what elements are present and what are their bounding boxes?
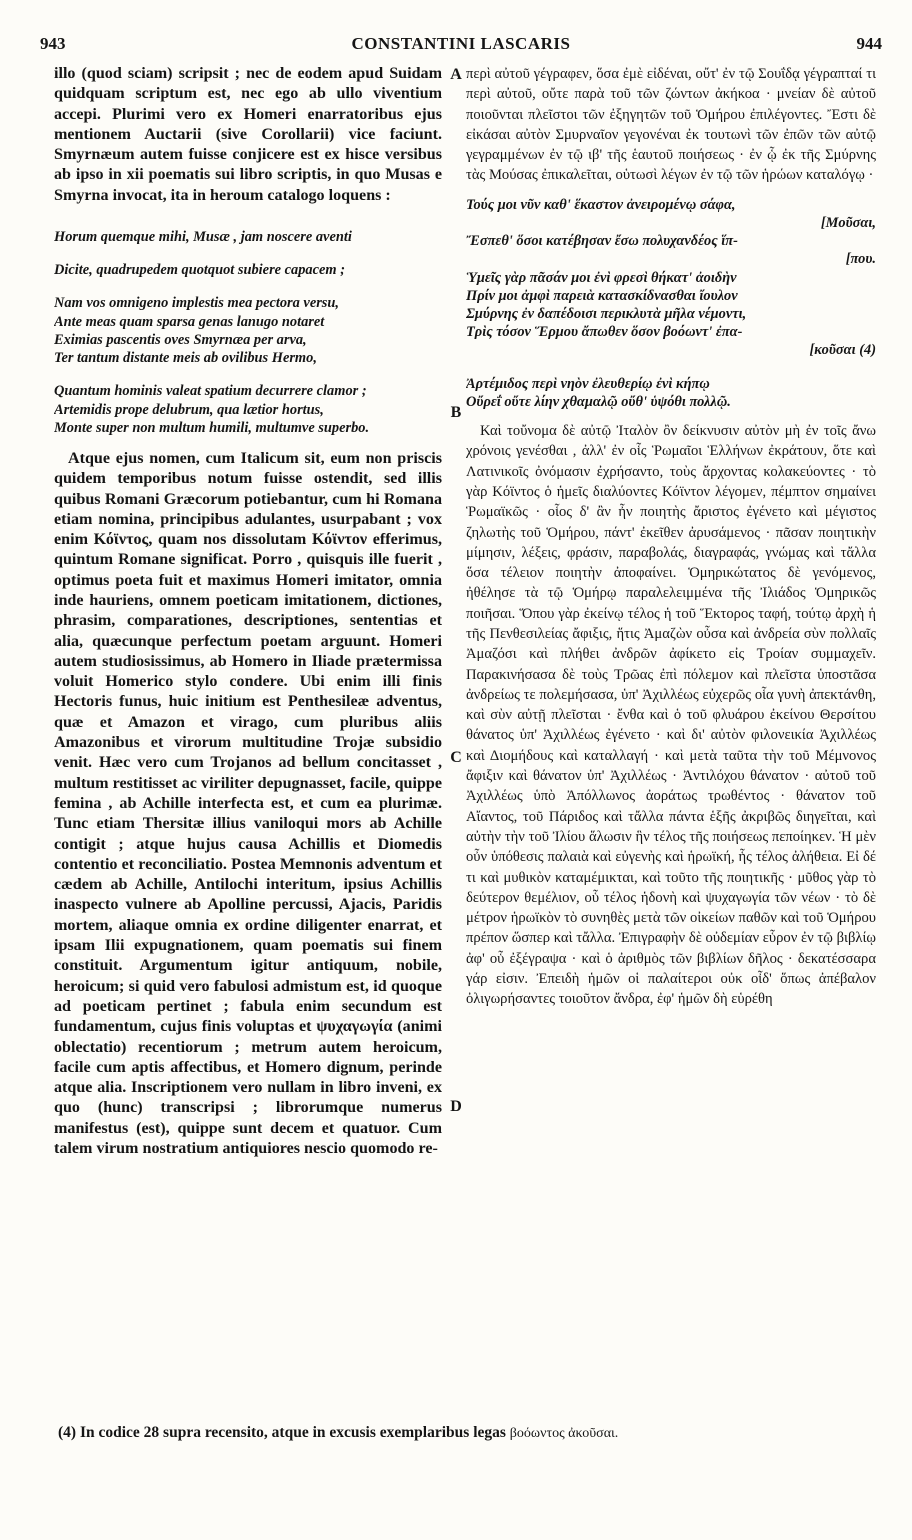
section-marker-b: B xyxy=(450,404,462,421)
greek-verse-line: Ἀρτέμιδος περὶ νηὸν ἐλευθερίῳ ἐνὶ κήπῳ xyxy=(466,375,710,392)
greek-verse-line: Τρὶς τόσον Ἕρμου ἄπωθεν ὅσον βοόωντ' ἐπα- xyxy=(466,324,743,341)
latin-verse-line: Ante meas quam sparsa genas lanugo notaret xyxy=(54,313,325,330)
greek-intro-paragraph: περὶ αὐτοῦ γέγραφεν, ὅσα ἐμὲ εἰδέναι, οὔτ' ἐν τῷ Σουΐδᾳ γέγραπταί τι περὶ αὐτοῦ, οὔτε παρὰ τοῦ τῶν ζώντων ἀκήκοα · μνείαν δὲ αὐτοῦ ποιοῦνται πλεῖστοι τῶν ἐξηγητῶν τοῦ Ὁμήρου ἐπιλέγοντες. Ἔστι δὲ εἰκάσαι αὐτὸν Σμυρναῖον γεγονέναι ἐκ τουτωνὶ τῶν ἐπῶν τῶν αὐτῷ γεγραμμένων ἐν τῷ ιβ' τῆς ἑαυτοῦ ποιήσεως · ἐν ᾧ ἐκ τῆς Σμύρνης τὰς Μούσας ἐπικαλεῖται, οὑτωσὶ λέγων ἐν τῷ τῶν ἡρώων καταλόγῳ · xyxy=(466,66,876,184)
greek-verse-line: Σμύρνης ἐν δαπέδοισι περικλυτὰ μῆλα νέμοντι, xyxy=(466,306,747,322)
greek-verse-line: Τούς μοι νῦν καθ' ἕκαστον ἀνειρομένῳ σάφα, xyxy=(466,196,736,213)
latin-verse-line: Monte super non multum humili, multumve superbo. xyxy=(54,419,370,436)
latin-body-paragraph: Atque ejus nomen, cum Italicum sit, eum non priscis quidem temporibus notum fuisse ostendit, sed illis quibus Romani Græcorum potiebantur, cum hi Romana etiam nomina, principibus adulantes, usurpabant ; vox enim Κόϊντος, quam nos dissolutam Κόϊντον efferimus, quintum Romane significat. Porro , quisquis ille fuerit , optimus poeta fuit et maximus Homeri imitator, omnia inde hauriens, omnem poeticam imitationem, dictiones, phrasim, comparationes, descriptiones, sententias et alia, quæcunque perfectum poetam arguunt. Homeri autem studiosissimus, ab Homero in Iliade prætermissa voluit Homerico stylo condere. Ubi enim illi finis Hectoris funus, huic initium est Penthesileæ adventus, quæ et Amazon et virago, cum pluribus aliis Amazonibus et virorum multitudine Trojæ subsidio venit. Hæc vero cum Trojanos ad bellum concitasset , multum restitisset ac viriliter depugnasset, facile, quippe femina , ab Achille interfecta est, et cum ea plurimæ. Tunc etiam Thersitæ illius vaniloqui mors ab Achille contigit ; atque hujus causa Achillis et Diomedis contentio et reconciliatio. Postea Memnonis adventum et cædem ab Achille, Antilochi interitum, ipsius Achillis inaspecto vulnere ab Apolline percussi, Ajacis, Paridis mortem, aliaque omnia ex ordine diligenter enarrat, et ipsam Ilii expugnationem, quam poematis sui finem constituit. Argumentum igitur antiquum, nobile, heroicum; si quid vero fabulosi admistum est, id quoque ad poeticam pertinet ; fabula enim secundum est fundamentum, cujus finis voluptas et ψυχαγωγία (animi oblectatio) recentiorum ; metrum autem heroicum, facile cum aptis affectibus, et Homero dignum, perinde atque alia. Inscriptionem vero nullam in libro inveni, ex quo (hunc) transcripsi ; librorumque numerus manifestus (est), quippe sunt decem et quatuor. Cum talem virum nostratium antiquiores nescio quomodo re- xyxy=(54,449,442,1157)
latin-verse-line: Ter tantum distante meis ab ovilibus Hermo, xyxy=(54,350,317,367)
greek-verse-block xyxy=(466,196,876,411)
latin-verse-line: Horum quemque mihi, Musæ , jam noscere aventi xyxy=(54,229,352,246)
greek-verse-line: [κοῦσαι (4) xyxy=(809,342,876,359)
running-header xyxy=(40,34,882,58)
page-number-left: 943 xyxy=(40,34,66,53)
footnote xyxy=(58,1424,878,1442)
greek-column xyxy=(466,64,876,1010)
latin-verse-block xyxy=(54,228,442,437)
page-number-right: 944 xyxy=(856,34,882,53)
section-marker-a: A xyxy=(450,66,462,83)
latin-verse-line: Nam vos omnigeno implestis mea pectora versu, xyxy=(54,295,340,312)
latin-verse-line: Dicite, quadrupedem quotquot subiere capacem ; xyxy=(54,262,345,279)
greek-verse-line: Ὑμεῖς γὰρ πᾶσάν μοι ἐνὶ φρεσὶ θήκατ' ἀοιδὴν xyxy=(466,269,737,286)
latin-intro-paragraph: illo (quod sciam) scripsit ; nec de eodem apud Suidam quidquam scriptum est, nec ego ab ullo viventium accepi. Plurimi vero ex Homeri enarratoribus ejus mentionem Auctarii (sive Corollarii) vice faciunt. Smyrnæum autem fuisse conjicere est ex hisce versibus ab ipso in xii poematis sui libro scriptis, in quo Musas e Smyrna invocat, ita in heroum catalogo loquens : xyxy=(54,65,442,204)
section-marker-c: C xyxy=(450,749,462,766)
section-marker-d: D xyxy=(450,1098,462,1115)
latin-column xyxy=(54,64,442,1159)
footnote-text: (4) In codice 28 supra recensito, atque in excusis exemplaribus legas xyxy=(58,1424,506,1441)
latin-verse-line: Artemidis prope delubrum, qua lætior hortus, xyxy=(54,401,324,418)
greek-verse-line: Οὔρεΐ οὔτε λίην χθαμαλῷ οὔθ' ὑψόθι πολλῷ. xyxy=(466,393,731,410)
latin-verse-line: Eximias pascentis oves Smyrnæa per arva, xyxy=(54,331,307,348)
greek-body-paragraph: Καὶ τοὔνομα δὲ αὐτῷ Ἰταλὸν ὂν δείκνυσιν αὐτὸν μὴ ἐν τοῖς ἄνω χρόνοις γενέσθαι , ἀλλ' ἐν οἷς Ῥωμαῖοι Ἑλλήνων ἐκράτουν, ὅτε καὶ Λατινικοῖς ὀνόμασιν ἐχρήσαντο, τοὺς ἄρχοντας κολακεύοντες · τὸ γὰρ Κόϊντος ὁ ἡμεῖς διαλύοντες Κόϊντον λέγομεν, πέμπτον σημαίνει Ῥωμαϊκῶς · οἷος δ' ἂν ἦν ποιητὴς ἄριστος ἐγένετο καὶ μέγιστος ζηλωτὴς τοῦ Ὁμήρου, πάντ' ἐκεῖθεν ἀρυσάμενος · πᾶσαν ποιητικὴν μίμησιν, λέξεις, φράσιν, παραβολάς, διαγραφάς, γνώμας καὶ τἄλλα ὅσα τέλειον ποιητὴν ἀποφαίνει. Ὁμηρικώτατος δὲ γενόμενος, ἠθέλησε τὰ τῷ Ὁμήρῳ παραλελειμμένα τῆς Ἰλιάδος Ὁμηρικῶς ποιῆσαι. Ὅπου γὰρ ἐκείνῳ τέλος ἡ τοῦ Ἕκτορος ταφή, τούτῳ ἀρχὴ ἡ τῆς Πενθεσιλείας ἄφιξις, ἥτις Ἀμαζὼν οὖσα καὶ ἀνδρεία σὺν πολλαῖς Ἀμαζόσι καὶ πλήθει ἀνδρῶν ἀφίκετο εἰς Τροίαν συμμαχεῖν. Παρακινήσασα δὲ τοὺς Τρῶας ἐπὶ πόλεμον καὶ πλεῖστα ὑποστᾶσα ἀνδρείως τε πολεμήσασα, ὑπ' Ἀχιλλέως εὐχερῶς οἷα γυνὴ ἀπεκτάνθη, καὶ σὺν αὐτῇ πλεῖσται · ἔνθα καὶ ὁ τοῦ φλυάρου ἐκείνου Θερσίτου θάνατος ὑπ' Ἀχιλλέως ἐγένετο · καὶ δι' αὐτὸν φιλονεικία Ἀχιλλέως καὶ Διομήδους καὶ καταλλαγή · καὶ μετὰ ταῦτα τὴν τοῦ Μέμνονος ἄφιξιν καὶ θάνατον ὑπ' Ἀχιλλέως · Ἀντιλόχου θάνατον · αὐτοῦ τοῦ Ἀχιλλέως ὑπὸ Ἀπόλλωνος ἀοράτως τρωθέντος · θάνατον τοῦ Αἴαντος, τοῦ Πάριδος καὶ τἄλλα πάντα ἑξῆς ἀκριβῶς διηγεῖται, καὶ αὐτὴν τὴν τοῦ Ἰλίου ἅλωσιν ἣν τέλος τῆς ποιήσεως πεποίηκεν. Ἡ μὲν οὖν ὑπόθεσις παλαιὰ καὶ εὐγενὴς καὶ ἡρωϊκή, ἧς τέλος ἀλήθεια. Εἰ δέ τι καὶ μυθικὸν καταμέμικται, καὶ τοῦτο τῆς ποιητικῆς · μῦθος γὰρ τὸ δεύτερον θεμέλιον, οὗ τέλος ἡδονὴ καὶ ψυχαγωγία τῶν νέων · τὸ δὲ μέτρον ἡρωϊκὸν τὸ συνηθὲς μετὰ τῶν οἰκείων παθῶν καὶ τοῦ Ὁμήρου πρέπον ὥσπερ καὶ τἄλλα. Ἐπιγραφὴν δὲ οὐδεμίαν εὗρον ἐν τῷ βιβλίῳ ἀφ' οὗ ἐξέγραψα · καὶ ὁ ἀριθμὸς τῶν βιβλίων δῆλος · δεκατέσσαρα γάρ εἰσιν. Ἐπειδὴ ἡμῶν οἱ παλαίτεροι οὐκ οἶδ' ὅπως ἀπέβαλον ὀλιγωρήσαντες τοιοῦτον ἄνδρα, ἐφ' ἡμῶν δὴ εὑρέθη xyxy=(466,423,876,1008)
greek-verse-line: Πρίν μοι ἀμφὶ παρειὰ κατασκίδνασθαι ἴουλον xyxy=(466,287,738,304)
running-title: CONSTANTINI LASCARIS xyxy=(351,34,571,53)
latin-verse-line: Quantum hominis valeat spatium decurrere clamor ; xyxy=(54,383,367,400)
greek-verse-line: [που. xyxy=(845,251,876,268)
greek-verse-line: Ἔσπεθ' ὅσοι κατέβησαν ἔσω πολυχανδέος ἵπ- xyxy=(466,233,738,250)
footnote-greek: βοόωντος ἀκοῦσαι. xyxy=(509,1426,619,1441)
greek-verse-line: [Μοῦσαι, xyxy=(820,214,876,231)
